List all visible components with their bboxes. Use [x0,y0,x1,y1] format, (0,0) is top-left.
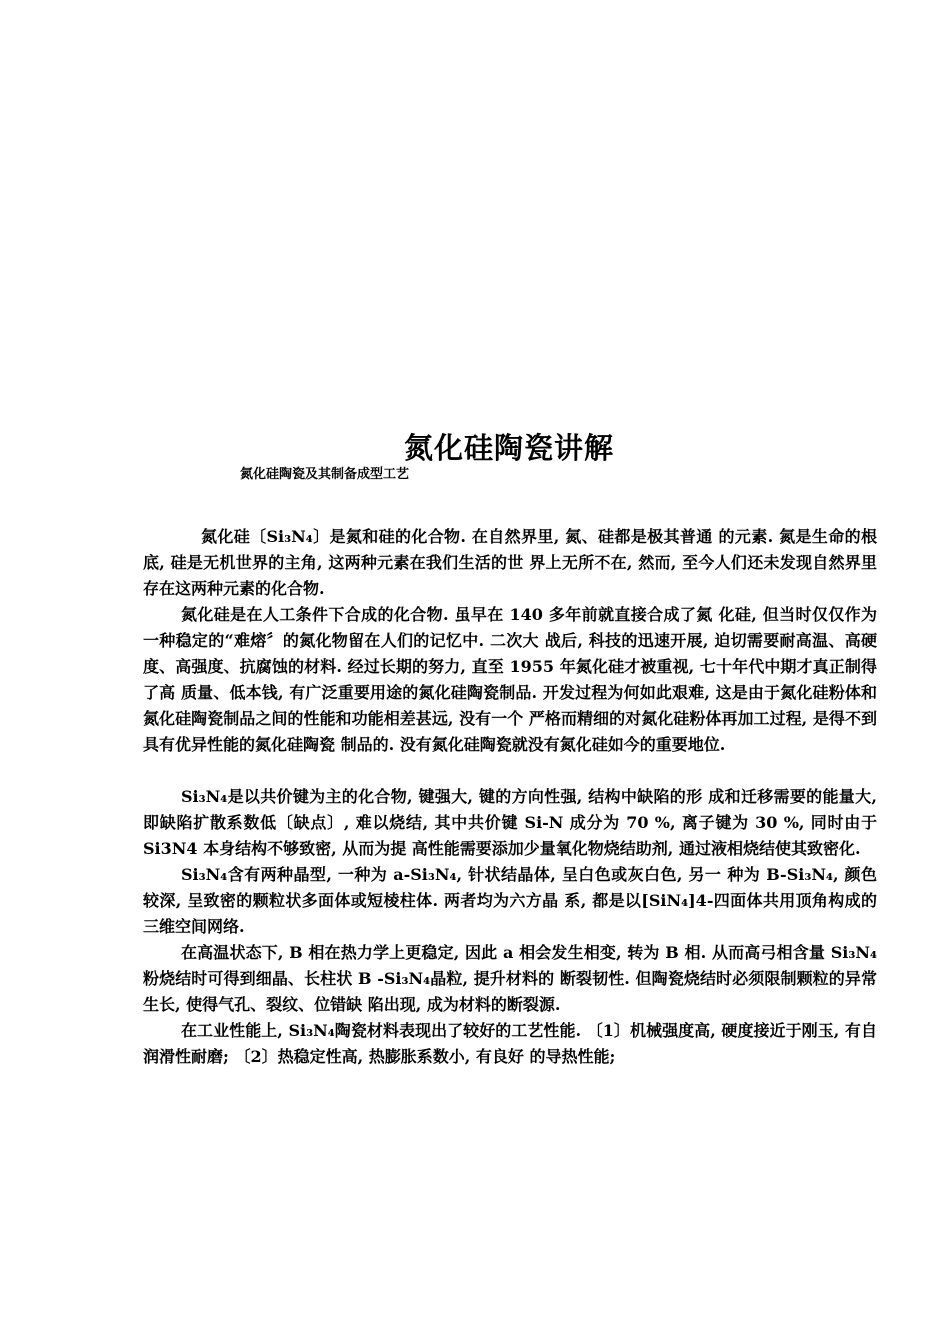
paragraph-6: 在工业性能上, Si₃N₄陶瓷材料表现出了较好的工艺性能. 〔1〕机械强度高, 硬度接近于刚玉, 有自润滑性耐磨; 〔2〕热稳定性高, 热膨胀系数小, 有良好 的导热性能; [143,1021,877,1066]
document-title: 氮化硅陶瓷讲解 [403,431,614,465]
paragraph-5: 在高温状态下, B 相在热力学上更稳定, 因此 a 相会发生相变, 转为 B 相. 从而高弓相含量 Si₃N₄粉烧结时可得到细晶、长柱状 B -Si₃N₄晶粒, 提升材料的 断裂韧性. 但陶瓷烧结时必须限制颗粒的异常生长, 使得气孔、裂纹、位错缺 陷出现, 成为材料的断裂源. [143,943,877,1014]
paragraph-4: Si₃N₄含有两种晶型, 一种为 a-Si₃N₄, 针状结晶体, 呈白色或灰白色, 另一 种为 B-Si₃N₄, 颜色较深, 呈致密的颗粒状多面体或短棱柱体. 两者均为六方晶 系, 都是以[SiN₄]4-四面体共用顶角构成的三维空间网络. [143,865,877,936]
paragraph-2: 氮化硅是在人工条件下合成的化合物. 虽早在 140 多年前就直接合成了氮 化硅, 但当时仅仅作为一种稳定的“难熔〞的氮化物留在人们的记忆中. 二次大 战后, 科技的迅速开展, 迫切需要耐高温、高硬度、高强度、抗腐蚀的材料. 经过长期的努力, 直至 1955 年氮化硅才被重视, 七十年代中期才真正制得了高 质量、低本钱, 有广泛重要用途的氮化硅陶瓷制品. 开发过程为何如此艰难, 这是由于氮化硅粉体和氮化硅陶瓷制品之间的性能和功能相差甚远, 没有一个 严格而精细的对氮化硅粉体再加工过程, 是得不到具有优异性能的氮化硅陶瓷 制品的. 没有氮化硅陶瓷就没有氮化硅如今的重要地位. [143,605,877,754]
paragraph-1: 氮化硅〔Si₃N₄〕是氮和硅的化合物. 在自然界里, 氮、硅都是极其普通 的元素. 氮是生命的根底, 硅是无机世界的主角, 这两种元素在我们生活的世 界上无所不在, 然而, 至今人们还未发现自然界里存在这两种元素的化合物. [143,527,877,598]
paragraph-spacer [143,758,877,784]
document-subtitle: 氮化硅陶瓷及其制备成型工艺 [240,467,410,482]
paragraph-3: Si₃N₄是以共价键为主的化合物, 键强大, 键的方向性强, 结构中缺陷的形 成和迁移需要的能量大, 即缺陷扩散系数低〔缺点〕, 难以烧结, 其中共价键 Si-N 成分为 70 %, 离子键为 30 %, 同时由于 Si3N4 本身结构不够致密, 从而为提 高性能需要添加少量氧化物烧结助剂, 通过液相烧结使其致密化. [143,787,877,858]
document-body [143,524,877,1070]
